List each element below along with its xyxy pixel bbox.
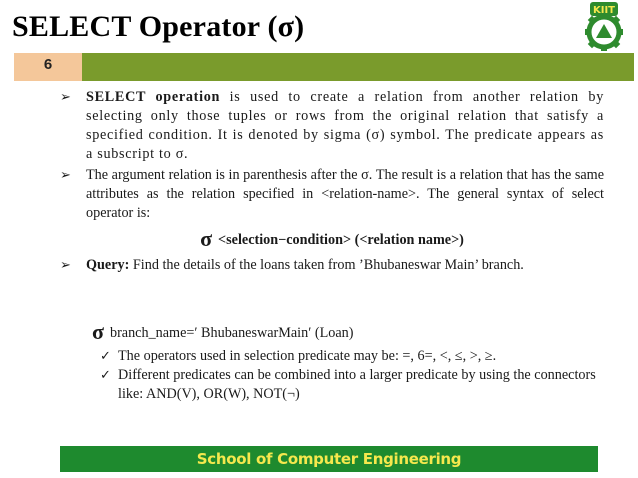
slide-number-bar bbox=[14, 53, 82, 81]
check-item-text: The operators used in selection predicate may be: =, 6=, <, ≤, >, ≥. bbox=[118, 348, 497, 364]
bullet-text: Find the details of the loans taken from ’Bhubaneswar Main’ branch. bbox=[129, 257, 524, 273]
example-section bbox=[92, 319, 602, 404]
footer-text: School of Computer Engineering bbox=[196, 450, 462, 468]
bullet-text: is used to create a relation from another relation by selecting only those tuples or rows from the original relation that satisfy a specified condition. It is denoted by sigma (σ) symbol. The predicate appears as a subscript to σ. bbox=[86, 89, 604, 162]
slide-number: 6 bbox=[43, 56, 53, 73]
expression-text: branch_name=′ BhubaneswarMain′ (Loan) bbox=[109, 325, 354, 341]
select-expression bbox=[92, 319, 602, 344]
bullet-bold-term: Query: bbox=[86, 257, 130, 273]
bullet-text: The argument relation is in parenthesis after the σ. The result is a relation that has the same attributes as the relation specified in <relation-name>. The general syntax of select operator is: bbox=[86, 167, 604, 221]
sigma-symbol: σ bbox=[92, 319, 104, 344]
syntax-text: <selection−condition> (<relation name>) bbox=[218, 232, 464, 248]
bullet-bold-term: SELECT operation bbox=[86, 89, 221, 105]
arrow-bullet-icon: ➢ bbox=[60, 258, 71, 273]
bullet-argument-relation bbox=[60, 166, 604, 223]
slide-content bbox=[60, 88, 604, 277]
select-syntax bbox=[60, 226, 604, 251]
arrow-bullet-icon: ➢ bbox=[60, 168, 71, 183]
sigma-symbol: σ bbox=[200, 226, 213, 251]
check-item-connectors bbox=[100, 366, 602, 404]
bullet-query bbox=[60, 256, 604, 275]
slide-title: SELECT Operator (σ) bbox=[12, 10, 305, 43]
footer-bar bbox=[60, 446, 598, 472]
checkmark-icon: ✓ bbox=[100, 349, 111, 364]
checkmark-icon: ✓ bbox=[100, 368, 111, 383]
bullet-select-operation bbox=[60, 88, 604, 164]
check-item-text: Different predicates can be combined into a larger predicate by using the connectors like: AND(V), OR(W), NOT(¬) bbox=[118, 367, 596, 402]
kiit-logo bbox=[572, 2, 636, 54]
header-accent-bar bbox=[82, 53, 634, 81]
check-item-operators bbox=[100, 347, 602, 366]
svg-text:KIIT: KIIT bbox=[592, 5, 616, 16]
arrow-bullet-icon: ➢ bbox=[60, 90, 71, 105]
